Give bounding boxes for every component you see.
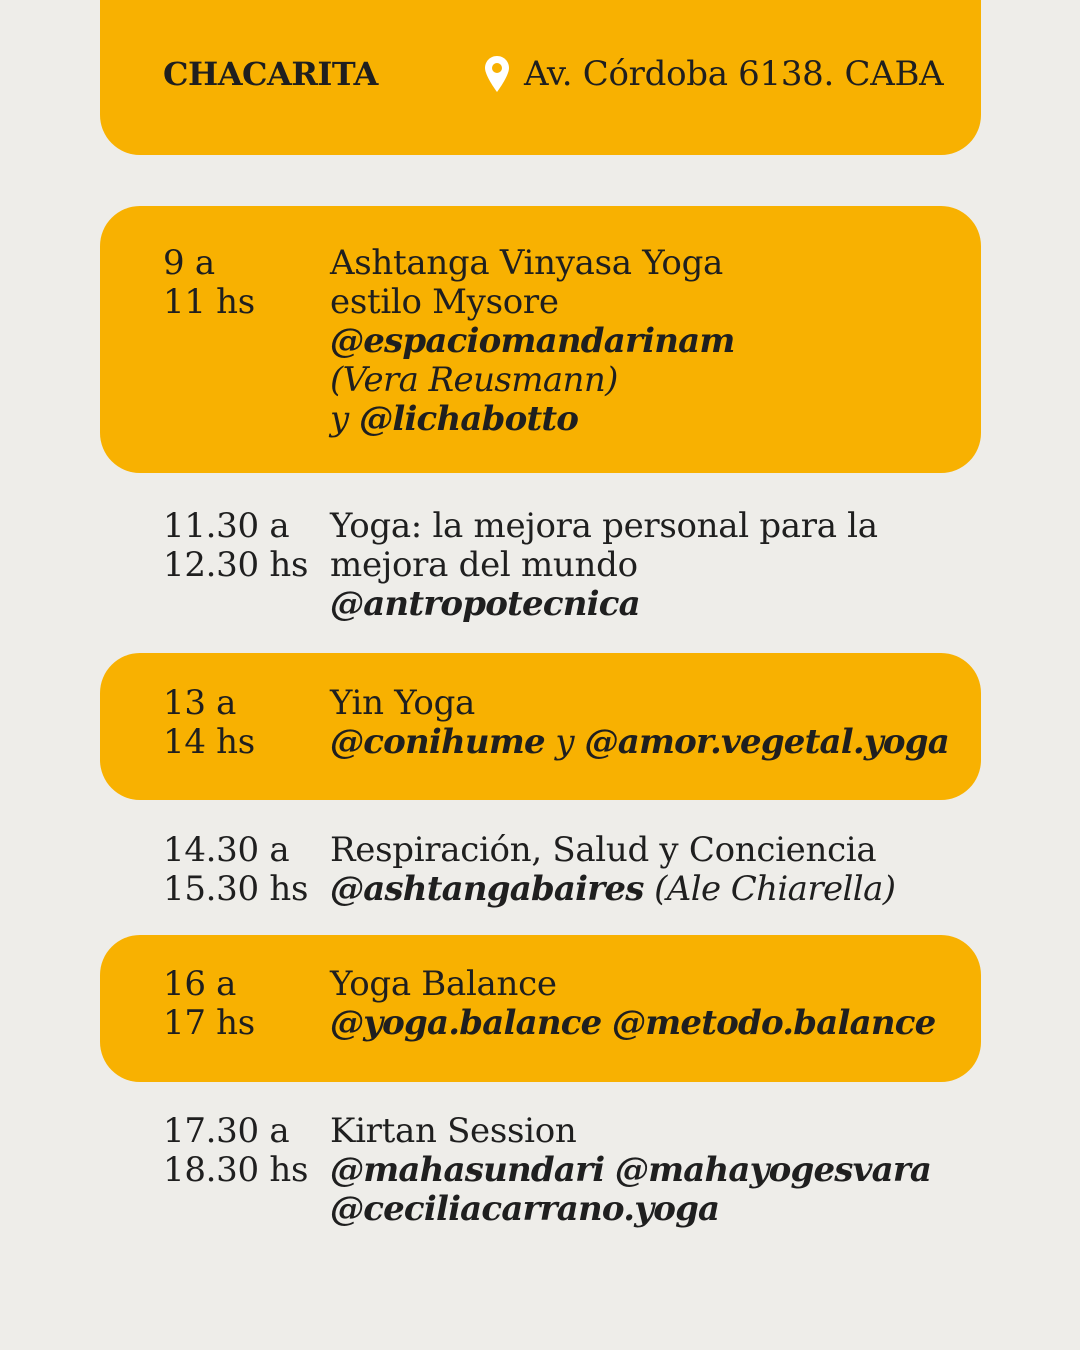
class-title: Respiración, Salud y Conciencia [330, 830, 877, 870]
class-info [330, 831, 1010, 909]
time-start: 9 a [163, 243, 215, 283]
venue-address: Av. Córdoba 6138. CABA [524, 54, 944, 94]
instagram-handle[interactable]: @ashtangabaires [330, 869, 644, 909]
time-end: 14 hs [163, 722, 255, 762]
class-info [330, 684, 1010, 762]
time-range [163, 831, 308, 909]
class-title: Kirtan Session [330, 1111, 577, 1151]
class-info [330, 1112, 1010, 1229]
time-start: 13 a [163, 683, 237, 723]
class-title: Yin Yoga [330, 683, 476, 723]
class-info [330, 965, 1010, 1043]
time-end: 18.30 hs [163, 1150, 309, 1190]
conjunction: y [555, 722, 574, 762]
instagram-handle[interactable]: @ceciliacarrano.yoga [330, 1189, 720, 1229]
instagram-handle[interactable]: @metodo.balance [612, 1003, 936, 1043]
instagram-handle[interactable]: @amor.vegetal.yoga [584, 722, 949, 762]
time-range [163, 244, 255, 322]
time-end: 17 hs [163, 1003, 255, 1043]
location-pin-icon [483, 54, 511, 94]
instagram-handle[interactable]: @mahayogesvara [614, 1150, 932, 1190]
time-start: 17.30 a [163, 1111, 290, 1151]
instagram-handle[interactable]: @yoga.balance [330, 1003, 602, 1043]
time-start: 16 a [163, 964, 237, 1004]
instagram-handle[interactable]: @antropotecnica [330, 584, 640, 624]
class-title: estilo Mysore [330, 282, 559, 322]
class-title: Yoga Balance [330, 964, 557, 1004]
class-info [330, 244, 1010, 439]
time-range [163, 1112, 308, 1190]
instagram-handle[interactable]: @conihume [330, 722, 545, 762]
class-title: mejora del mundo [330, 545, 638, 585]
instructor-note: (Vera Reusmann) [330, 360, 618, 400]
time-end: 12.30 hs [163, 545, 309, 585]
conjunction: y [330, 399, 349, 439]
instructor-note: (Ale Chiarella) [654, 869, 896, 909]
time-start: 11.30 a [163, 506, 290, 546]
instagram-handle[interactable]: @mahasundari [330, 1150, 605, 1190]
venue-name: CHACARITA [163, 55, 378, 93]
class-title: Yoga: la mejora personal para la [330, 506, 878, 546]
class-title: Ashtanga Vinyasa Yoga [330, 243, 724, 283]
time-range [163, 684, 255, 762]
time-range [163, 507, 308, 585]
instagram-handle[interactable]: @espaciomandarinam [330, 321, 735, 361]
time-range [163, 965, 255, 1043]
class-info [330, 507, 1010, 624]
time-end: 11 hs [163, 282, 255, 322]
time-start: 14.30 a [163, 830, 290, 870]
instagram-handle[interactable]: @lichabotto [359, 399, 579, 439]
time-end: 15.30 hs [163, 869, 309, 909]
venue-header [100, 0, 981, 155]
